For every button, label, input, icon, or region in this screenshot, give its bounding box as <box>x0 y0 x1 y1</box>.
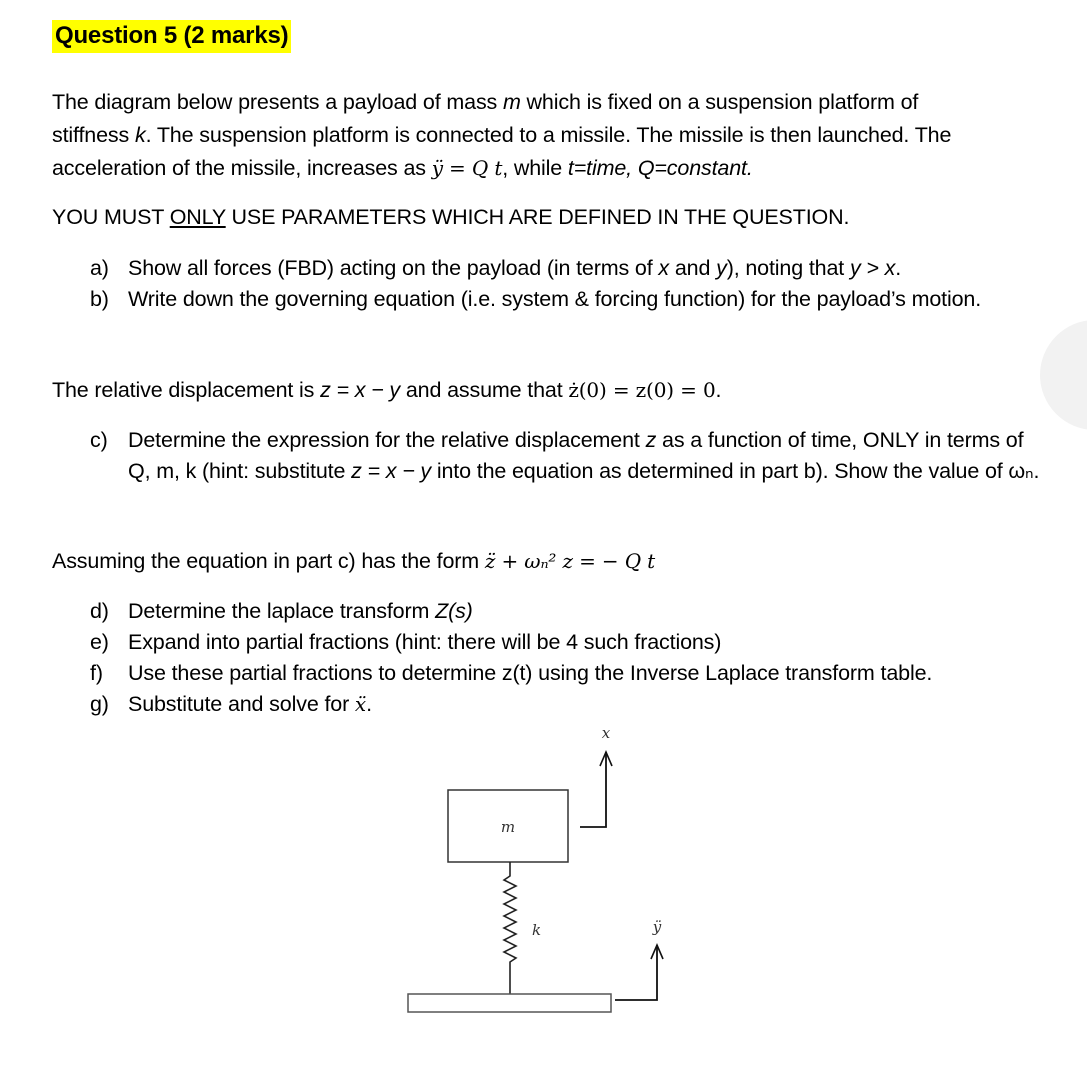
list-item-c: c) Determine the expression for the relative displacement z as a function of time, ONLY in terms of Q, m, k (hint: substitute z = x − y into the equation as determined in part b). Show the value of ωₙ. <box>90 428 1040 483</box>
spring-label: k <box>532 921 542 939</box>
list-item-a: a) Show all forces (FBD) acting on the payload (in terms of x and y), noting that y > x. <box>90 256 902 280</box>
parameters-warning: YOU MUST ONLY USE PARAMETERS WHICH ARE DEFINED IN THE QUESTION. <box>52 205 850 229</box>
relative-displacement-statement: The relative displacement is z = x − y and assume that ż(0) = z(0) = 0. <box>52 378 722 402</box>
list-item-f: f) Use these partial fractions to determine z(t) using the Inverse Laplace transform table. <box>90 661 933 685</box>
mass-label: m <box>500 818 516 836</box>
question-heading: Question 5 (2 marks) <box>52 20 291 53</box>
list-item-b: b) Write down the governing equation (i.e. system & forcing function) for the payload’s motion. <box>90 287 982 311</box>
x-label: x <box>601 724 611 742</box>
spring <box>504 862 516 994</box>
x-displacement-arrow <box>580 752 606 827</box>
intro-paragraph: The diagram below presents a payload of mass m which is fixed on a suspension platform of stiffness k. The suspension platform is connected to a missile. The missile is then launched. The acceleration of the missile, increases as ÿ = Q t, while t=time, Q=constant. <box>52 90 952 180</box>
list-item-d: d) Determine the laplace transform Z(s) <box>90 599 473 623</box>
y-label: ÿ <box>652 918 662 936</box>
y-acceleration-arrow <box>615 945 657 1000</box>
list-item-g: g) Substitute and solve for ẍ. <box>90 692 372 716</box>
platform-base <box>408 994 611 1012</box>
list-item-e: e) Expand into partial fractions (hint: there will be 4 such fractions) <box>90 630 722 654</box>
assumed-form-statement: Assuming the equation in part c) has the form z̈ + ωₙ² z = − Q t <box>52 549 656 573</box>
